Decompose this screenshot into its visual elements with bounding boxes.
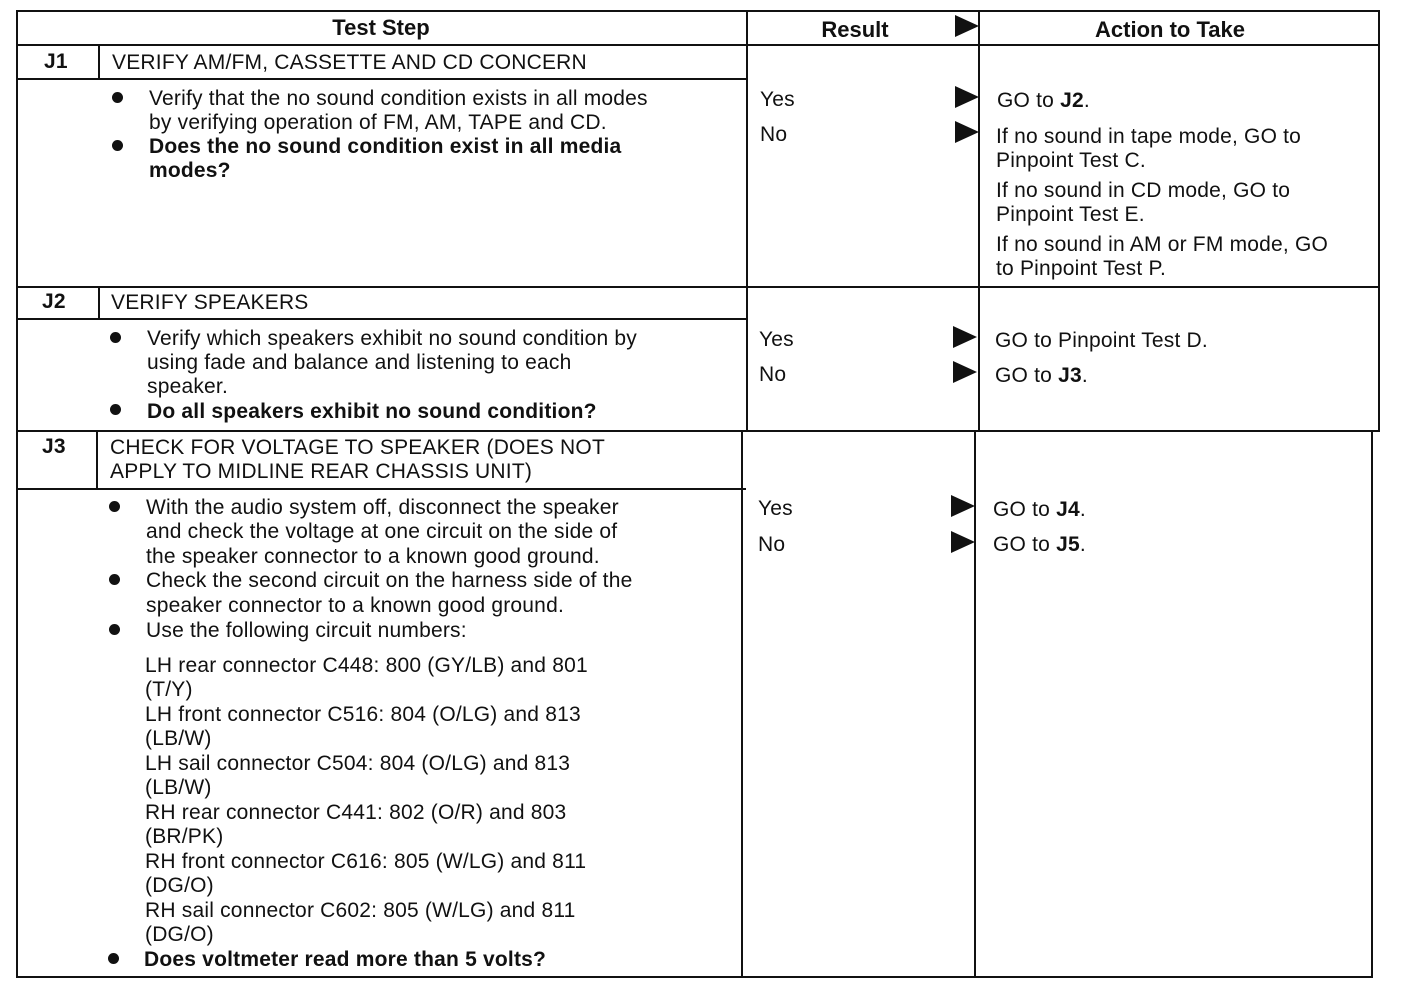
j1-body-line: by verifying operation of FM, AM, TAPE and CD. [149, 111, 607, 134]
j1-question-line: modes? [149, 159, 231, 182]
j3-step-id: J3 [42, 435, 66, 458]
header-test-step: Test Step [332, 15, 430, 40]
j3-bullet-4-icon [108, 953, 119, 964]
j2-action-no [995, 364, 1088, 388]
j3-body-line: the speaker connector to a known good ground. [146, 545, 600, 568]
table-top-border [16, 10, 1380, 12]
j3-body-line: Check the second circuit on the harness side of the [146, 569, 633, 592]
j3-action-yes [993, 498, 1086, 522]
j1-bullet-1-icon [112, 92, 123, 103]
j2-result-yes: Yes [759, 328, 794, 351]
action-suffix: . [1081, 364, 1088, 387]
j2-no-arrow-icon [953, 361, 977, 383]
j3-body-line: speaker connector to a known good ground. [146, 594, 564, 617]
j3-bullet-3-icon [109, 624, 120, 635]
j3-body-line: With the audio system off, disconnect the speaker [146, 496, 619, 519]
j3-circuit-line: (BR/PK) [145, 825, 224, 848]
result-column-left-border [746, 10, 748, 430]
j1-action-line: Pinpoint Test E. [996, 203, 1145, 226]
j1-body-line: Verify that the no sound condition exists in all modes [149, 87, 648, 110]
j2-step-title: VERIFY SPEAKERS [111, 291, 309, 314]
header-bottom-border [16, 44, 1380, 46]
j3-bullet-1-icon [109, 501, 120, 512]
j1-result-no: No [760, 123, 788, 146]
j2-body-line: Verify which speakers exhibit no sound condition by [147, 327, 637, 350]
j3-circuit-line: RH rear connector C441: 802 (O/R) and 803 [145, 801, 567, 824]
j1-action-yes [997, 89, 1090, 113]
header-action: Action to Take [1095, 17, 1245, 42]
j3-no-arrow-icon [951, 531, 975, 553]
j2-body-line: speaker. [147, 375, 228, 398]
step-ref: J4 [1056, 498, 1080, 521]
action-suffix: . [1079, 498, 1086, 521]
j2-action-line: GO to Pinpoint Test D. [995, 329, 1208, 352]
table-right-border [1378, 10, 1380, 430]
j3-body-line: and check the voltage at one circuit on the side of [146, 520, 618, 543]
j3-body-line: Use the following circuit numbers: [146, 619, 467, 642]
j2-title-bottom-border [16, 318, 748, 320]
j3-result-no: No [758, 533, 786, 556]
result-column-left-border-lower [741, 430, 743, 978]
j2-body-line: using fade and balance and listening to each [147, 351, 572, 374]
j1-action-line: If no sound in CD mode, GO to [996, 179, 1291, 202]
j2-bullet-2-icon [110, 404, 121, 415]
j3-circuit-line: LH front connector C516: 804 (O/LG) and 813 [145, 703, 581, 726]
j3-step-title-line: CHECK FOR VOLTAGE TO SPEAKER (DOES NOT [110, 436, 605, 459]
j3-circuit-line: LH sail connector C504: 804 (O/LG) and 813 [145, 752, 571, 775]
id-column-divider-j3 [96, 430, 98, 490]
j3-circuit-line: (LB/W) [145, 727, 212, 750]
step-ref: J2 [1060, 89, 1084, 112]
j1-action-line: If no sound in tape mode, GO to [996, 125, 1302, 148]
j1-step-title: VERIFY AM/FM, CASSETTE AND CD CONCERN [112, 51, 587, 74]
table-right-border-lower [1371, 430, 1373, 978]
j2-yes-arrow-icon [953, 326, 977, 348]
step-ref: J5 [1056, 533, 1080, 556]
table-left-border [16, 10, 18, 978]
action-prefix: GO to [993, 533, 1057, 556]
j2-step-id: J2 [42, 290, 66, 313]
header-arrow-icon [955, 15, 979, 37]
j3-title-bottom-border [16, 488, 746, 490]
step-ref: J3 [1058, 364, 1082, 387]
j3-circuit-line: (LB/W) [145, 776, 212, 799]
j3-circuit-line: LH rear connector C448: 800 (GY/LB) and 801 [145, 654, 588, 677]
header-result: Result [821, 17, 889, 42]
j1-row-bottom-border [16, 286, 1380, 288]
j3-action-no [993, 533, 1086, 557]
j1-question-line: Does the no sound condition exist in all media [149, 135, 622, 158]
j3-result-yes: Yes [758, 497, 793, 520]
j3-circuit-line: (DG/O) [145, 874, 214, 897]
j1-no-arrow-icon [955, 121, 979, 143]
j2-result-no: No [759, 363, 787, 386]
j1-action-line: to Pinpoint Test P. [996, 257, 1166, 280]
j3-step-title-line: APPLY TO MIDLINE REAR CHASSIS UNIT) [110, 460, 533, 483]
action-prefix: GO to [993, 498, 1057, 521]
j3-yes-arrow-icon [951, 495, 975, 517]
j1-yes-arrow-icon [955, 86, 979, 108]
j3-circuit-line: RH sail connector C602: 805 (W/LG) and 811 [145, 899, 576, 922]
j1-result-yes: Yes [760, 88, 795, 111]
j3-circuit-line: (T/Y) [145, 678, 193, 701]
j1-action-line: Pinpoint Test C. [996, 149, 1146, 172]
j1-title-bottom-border [16, 78, 748, 80]
j2-bullet-1-icon [110, 332, 121, 343]
action-suffix: . [1079, 533, 1086, 556]
id-column-divider-j2 [98, 286, 100, 320]
j1-bullet-2-icon [112, 140, 123, 151]
table-bottom-border [16, 976, 1372, 978]
j1-step-id: J1 [44, 50, 68, 73]
id-column-divider-j1 [98, 44, 100, 80]
action-suffix: . [1083, 89, 1090, 112]
action-prefix: GO to [995, 364, 1059, 387]
j3-bullet-2-icon [109, 574, 120, 585]
j3-circuit-line: RH front connector C616: 805 (W/LG) and 811 [145, 850, 587, 873]
action-prefix: GO to [997, 89, 1061, 112]
j2-question-line: Do all speakers exhibit no sound condition? [147, 400, 597, 423]
j2-row-bottom-border [16, 430, 1380, 432]
action-column-left-border [978, 10, 980, 430]
j1-action-line: If no sound in AM or FM mode, GO [996, 233, 1329, 256]
j3-circuit-line: (DG/O) [145, 923, 214, 946]
j3-question: Does voltmeter read more than 5 volts? [144, 948, 547, 971]
